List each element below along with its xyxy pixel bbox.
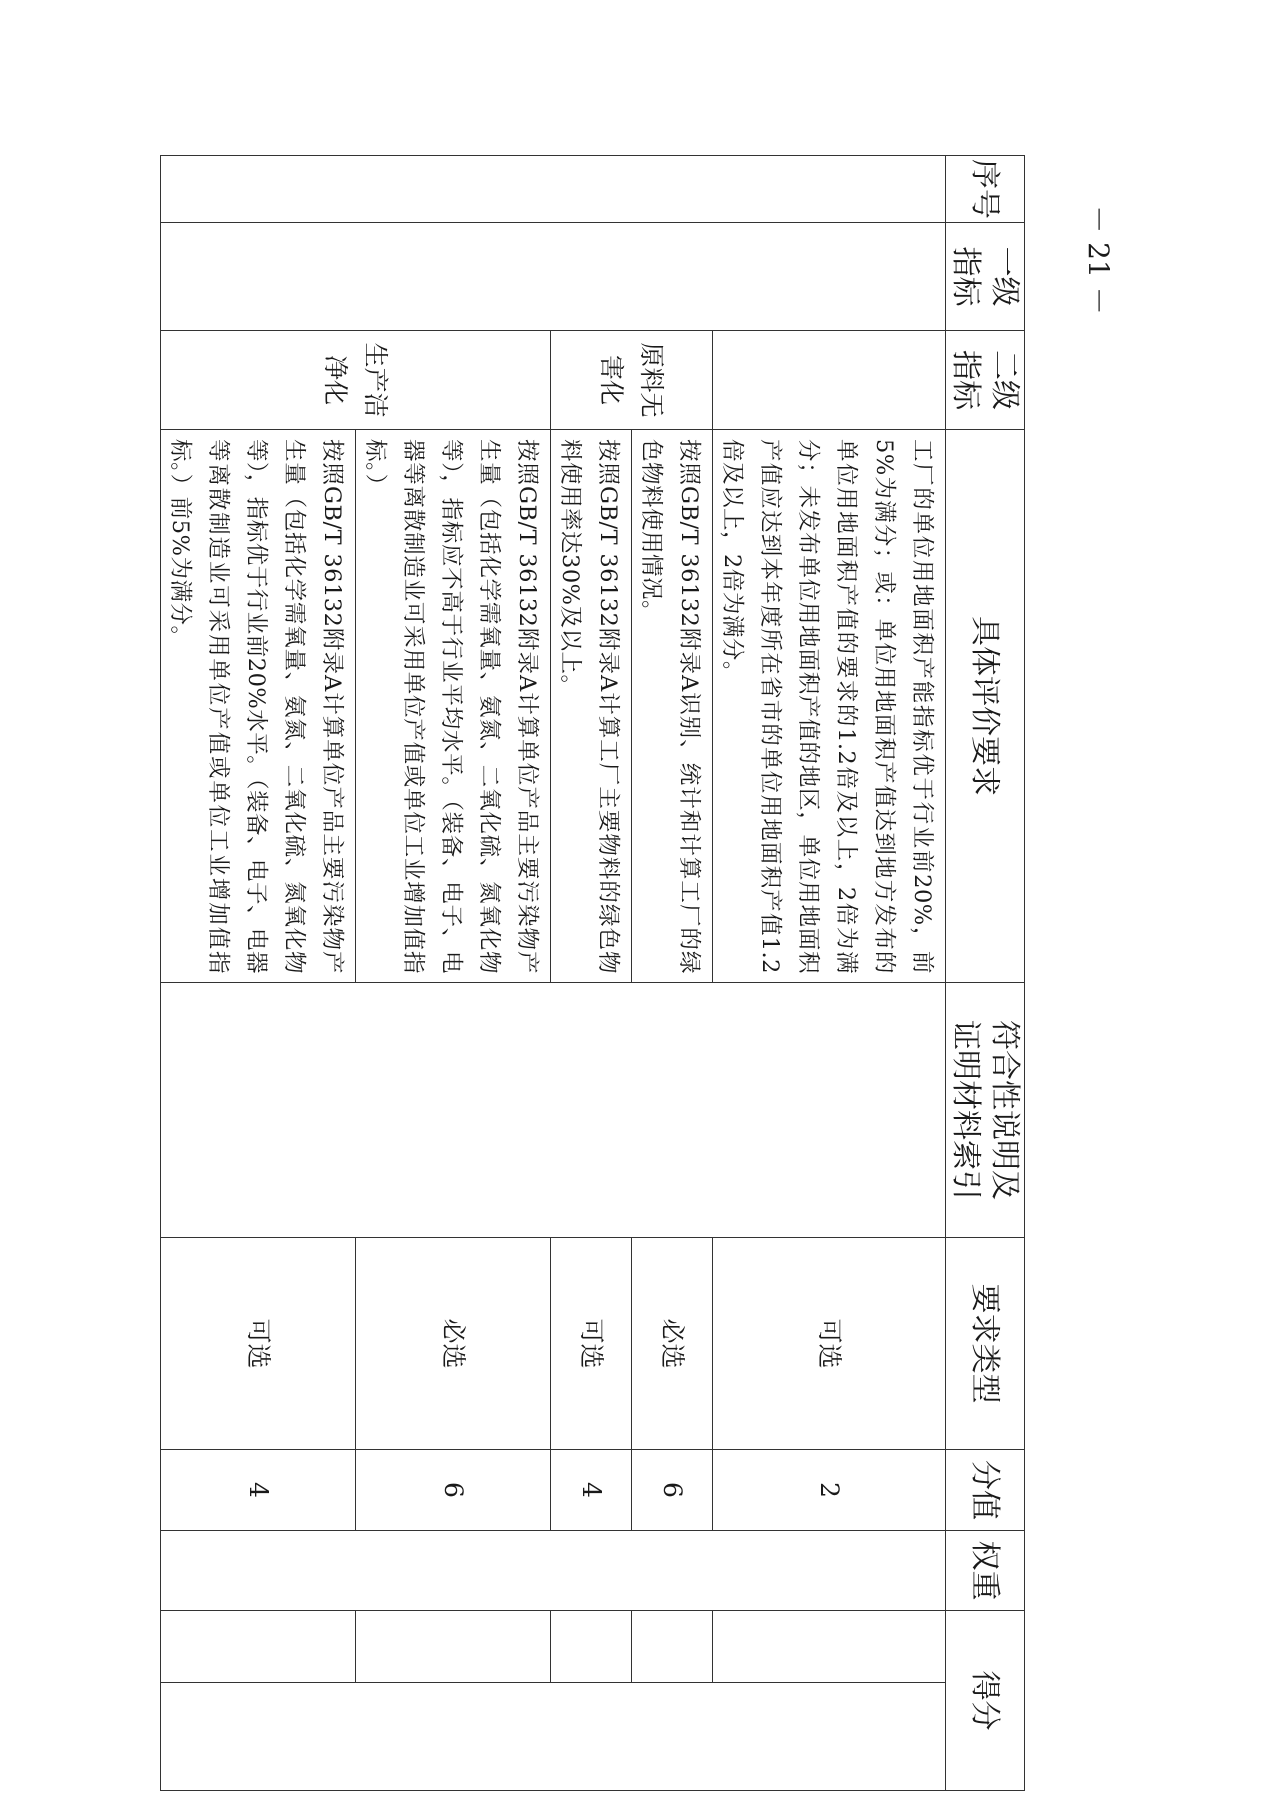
header-score: 分值 bbox=[946, 1450, 1025, 1531]
level1-cell bbox=[161, 223, 946, 331]
evaluation-table bbox=[160, 155, 1025, 1791]
level2-cell: 生产洁净化 bbox=[161, 331, 551, 430]
header-row bbox=[946, 156, 1025, 1791]
header-requirement: 具体评价要求 bbox=[946, 430, 1025, 983]
score-cell: 6 bbox=[356, 1450, 551, 1531]
score-cell: 4 bbox=[161, 1450, 356, 1531]
req-type-cell: 可选 bbox=[713, 1238, 946, 1450]
requirement-cell: 工厂的单位用地面积产能指标优于行业前20%，前5%为满分；或：单位用地面积产值达到地方发布的单位用地面积产值的要求的1.2倍及以上，2倍为满分；未发布单位用地面积产值的地区，单位用地面积产值应达到本年度所在省市的单位用地面积产值1.2倍及以上，2倍为满分。 bbox=[713, 430, 946, 983]
req-type-cell: 可选 bbox=[551, 1238, 632, 1450]
score-cell: 4 bbox=[551, 1450, 632, 1531]
header-seq: 序号 bbox=[946, 156, 1025, 223]
requirement-cell: 按照GB/T 36132附录A计算单位产品主要污染物产生量（包括化学需氧量、氨氮、二氧化硫、氮氧化物等），指标优于行业前20%水平。（装备、电子、电器等离散制造业可采用单位产值或单位工业增加值指标。）前5%为满分。 bbox=[161, 430, 356, 983]
score-cell: 2 bbox=[713, 1450, 946, 1531]
requirement-cell: 按照GB/T 36132附录A计算工厂主要物料的绿色物料使用率达30%及以上。 bbox=[551, 430, 632, 983]
evidence-cell bbox=[161, 983, 946, 1238]
got-cell-a bbox=[551, 1611, 632, 1683]
got-cell-a bbox=[713, 1611, 946, 1683]
requirement-cell: 按照GB/T 36132附录A识别、统计和计算工厂的绿色物料使用情况。 bbox=[632, 430, 713, 983]
header-level1: 一级 指标 bbox=[946, 223, 1025, 331]
header-level2: 二级 指标 bbox=[946, 331, 1025, 430]
header-got: 得分 bbox=[946, 1611, 1025, 1791]
got-cell-a bbox=[161, 1611, 356, 1683]
header-evidence: 符合性说明及 证明材料索引 bbox=[946, 983, 1025, 1238]
weight-cell bbox=[161, 1531, 946, 1611]
got-cell-b bbox=[161, 1683, 946, 1791]
seq-cell bbox=[161, 156, 946, 223]
page-number: － 21 － bbox=[1082, 205, 1115, 315]
score-cell: 6 bbox=[632, 1450, 713, 1531]
header-req-type: 要求类型 bbox=[946, 1238, 1025, 1450]
req-type-cell: 必选 bbox=[632, 1238, 713, 1450]
header-weight: 权重 bbox=[946, 1531, 1025, 1611]
requirement-cell: 按照GB/T 36132附录A计算单位产品主要污染物产生量（包括化学需氧量、氨氮、二氧化硫、氮氧化物等），指标应不高于行业平均水平。（装备、电子、电器等离散制造业可采用单位产值或单位工业增加值指标。） bbox=[356, 430, 551, 983]
level2-cell bbox=[713, 331, 946, 430]
got-cell-a bbox=[356, 1611, 551, 1683]
req-type-cell: 必选 bbox=[356, 1238, 551, 1450]
got-cell-a bbox=[632, 1611, 713, 1683]
rotated-table-region bbox=[167, 155, 1025, 1790]
table-row bbox=[713, 156, 946, 1791]
level2-cell: 原料无害化 bbox=[551, 331, 713, 430]
req-type-cell: 可选 bbox=[161, 1238, 356, 1450]
